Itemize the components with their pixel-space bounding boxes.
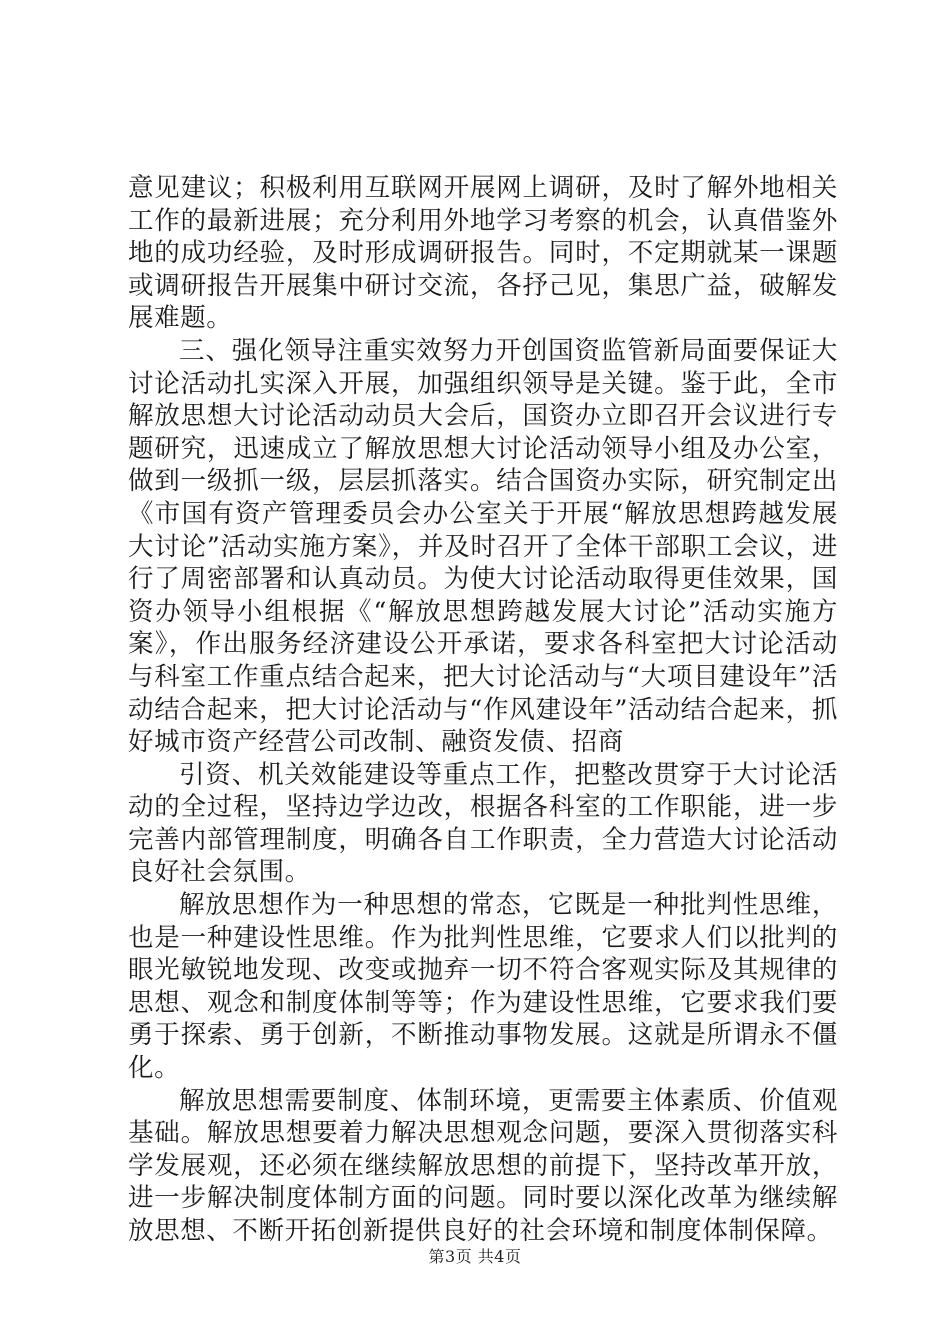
paragraph-critical-thinking: 解放思想作为一种思想的常态，它既是一种批判性思维，也是一种建设性思维。作为批判性思维，它要求人们以批判的眼光敏锐地发现、改变或抛弃一切不符合客观实际及其规律的思想、观念和制度体制等等；作为建设性思维，它要求我们要勇于探索、勇于创新，不断推动事物发展。这就是所谓永不僵化。 xyxy=(128,890,838,1084)
page-number-footer: 第3页 共4页 xyxy=(428,1247,522,1266)
paragraph-institutional-environment: 解放思想需要制度、体制环境，更需要主体素质、价值观基础。解放思想要着力解决思想观念问题，要深入贯彻落实科学发展观，还必须在继续解放思想的前提下，坚持改革开放，进一步解决制度体制方面的问题。同时要以深化改革为继续解放思想、不断开拓创新提供良好的社会环境和制度体制保障。 xyxy=(128,1085,838,1246)
paragraph-rectification: 引资、机关效能建设等重点工作，把整改贯穿于大讨论活动的全过程，坚持边学边改，根据各科室的工作职能，进一步完善内部管理制度，明确各自工作职责，全力营造大讨论活动良好社会氛围。 xyxy=(128,759,838,888)
paragraph-section-three: 三、强化领导注重实效努力开创国资监管新局面要保证大讨论活动扎实深入开展，加强组织领导是关键。鉴于此，全市解放思想大讨论活动动员大会后，国资办立即召开会议进行专题研究，迅速成立了解放思想大讨论活动领导小组及办公室，做到一级抓一级，层层抓落实。结合国资办实际，研究制定出《市国有资产管理委员会办公室关于开展“解放思想跨越发展大讨论”活动实施方案》，并及时召开了全体干部职工会议，进行了周密部署和认真动员。为使大讨论活动取得更佳效果，国资办领导小组根据《“解放思想跨越发展大讨论”活动实施方案》，作出服务经济建设公开承诺，要求各科室把大讨论活动与科室工作重点结合起来，把大讨论活动与“大项目建设年”活动结合起来，把大讨论活动与“作风建设年”活动结合起来，抓好城市资产经营公司改制、融资发债、招商 xyxy=(128,335,838,758)
paragraph-continuation: 意见建议；积极利用互联网开展网上调研，及时了解外地相关工作的最新进展；充分利用外地学习考察的机会，认真借鉴外地的成功经验，及时形成调研报告。同时，不定期就某一课题或调研报告开展集中研讨交流，各抒己见，集思广益，破解发展难题。 xyxy=(128,173,838,334)
document-body xyxy=(128,172,838,1248)
